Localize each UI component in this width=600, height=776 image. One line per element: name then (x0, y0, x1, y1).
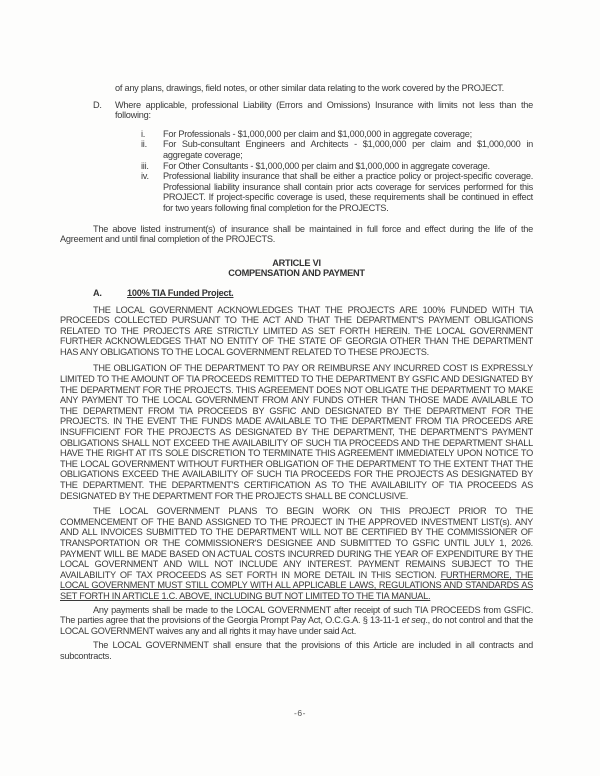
page-number: -6- (294, 708, 306, 718)
insurance-limits-list (60, 129, 533, 214)
payment-schedule-text: THE LOCAL GOVERNMENT PLANS TO BEGIN WORK ON THIS PROJECT PRIOR TO THE COMMENCEMENT OF THE BAND ASSIGNED TO THE PROJECT IN THE APPROVED INVESTMENT LIST(s). ANY AND ALL INVOICES SUBMITTED TO THE DEPARTMENT WILL NOT BE CERTIFIED BY THE COMMISSIONER OF TRANSPORTATION OR THE COMMISSIONER'S DESIGNEE AND SUBMITTED TO GSFIC UNTIL JULY 1, 2026. PAYMENT WILL BE MADE BASED ON ACTUAL COSTS INCURRED DURING THE YEAR OF EXPENDITURE BY THE LOCAL GOVERNMENT AND WILL NOT INCLUDE ANY INTEREST. PAYMENT REMAINS SUBJECT TO THE AVAILABILITY OF TAX PROCEEDS AS SET FORTH IN MORE DETAIL IN THIS SECTION. (60, 506, 533, 580)
page-content (60, 83, 533, 662)
list-item-d (60, 100, 533, 121)
payment-schedule-paragraph (60, 506, 533, 601)
list-item-marker: ii. (141, 139, 147, 150)
tia-funding-paragraph: THE LOCAL GOVERNMENT ACKNOWLEDGES THAT THE PROJECTS ARE 100% FUNDED WITH TIA PROCEEDS COLLECTED PURSUANT TO THE ACT AND THAT THE DEPARTMENT'S PAYMENT OBLIGATIONS RELATED TO THE PROJECTS ARE STRICTLY LIMITED AS SET FORTH HEREIN. THE LOCAL GOVERNMENT FURTHER ACKNOWLEDGES THAT NO ENTITY OF THE STATE OF GEORGIA OTHER THAN THE DEPARTMENT HAS ANY OBLIGATIONS TO THE LOCAL GOVERNMENT RELATED TO THESE PROJECTS. (60, 304, 533, 357)
list-item (60, 161, 533, 172)
list-item-marker: iv. (141, 171, 149, 182)
section-a-title: 100% TIA Funded Project. (127, 287, 234, 298)
continuation-paragraph: of any plans, drawings, field notes, or other similar data relating to the work covered by the PROJECT. (115, 83, 504, 93)
section-a-heading (60, 288, 533, 299)
compliance-underlined-text: FURTHERMORE, THE LOCAL GOVERNMENT MUST STILL COMPLY WITH ALL APPLICABLE LAWS, REGULATIONS AND STANDARDS AS SET FORTH IN ARTICLE 1.C. ABOVE, INCLUDING BUT NOT LIMITED TO THE TIA MANUAL. (60, 569, 533, 601)
list-item-marker: iii. (141, 160, 149, 171)
list-item-d-text: Where applicable, professional Liability (Errors and Omissions) Insurance with limits not less than the following: (115, 99, 533, 121)
list-item-marker: i. (141, 128, 146, 139)
insurance-maintenance-paragraph: The above listed instrument(s) of insurance shall be maintained in full force and effect during the life of the Agreement and until final completion of the PROJECTS. (60, 223, 533, 245)
list-item-text: Professional liability insurance that shall be either a practice policy or project-specific coverage. Professional liability insurance shall contain prior acts coverage for services performed for this PROJECT. If project-specific coverage is used, these requirements shall be continued in effect for two years following final completion for the PROJECTS. (163, 171, 533, 213)
prompt-pay-text-end: ., do not control and that the LOCAL GOVERNMENT waives any and all rights it may have under said Act. (60, 615, 533, 636)
subcontracts-paragraph: The LOCAL GOVERNMENT shall ensure that the provisions of this Article are included in all contracts and subcontracts. (60, 640, 533, 661)
list-item-text: For Professionals - $1,000,000 per claim and $1,000,000 in aggregate coverage; (163, 128, 472, 139)
section-a-label: A. (93, 287, 102, 298)
article-title: COMPENSATION AND PAYMENT (228, 268, 365, 279)
article-heading (60, 258, 533, 279)
prompt-pay-paragraph (60, 605, 533, 637)
list-item (60, 139, 533, 160)
article-number: ARTICLE VI (272, 257, 321, 268)
et-seq-citation: et seq (401, 615, 426, 626)
list-item-text: For Other Consultants - $1,000,000 per claim and $1,000,000 in aggregate coverage. (163, 160, 490, 171)
prompt-pay-text-start: Any payments shall be made to the LOCAL GOVERNMENT after receipt of such TIA PROCEEDS from GSFIC. The parties agree that the provisions of the Georgia Prompt Pay Act, O.C.G.A. § 13-11-1 (60, 604, 533, 626)
list-item (60, 129, 533, 140)
list-item-text: For Sub-consultant Engineers and Architects - $1,000,000 per claim and $1,000,000 in aggregate coverage; (163, 139, 533, 160)
list-item-d-label: D. (93, 99, 102, 110)
department-obligation-paragraph: THE OBLIGATION OF THE DEPARTMENT TO PAY OR REIMBURSE ANY INCURRED COST IS EXPRESSLY LIMITED TO THE AMOUNT OF TIA PROCEEDS REMITTED TO THE DEPARTMENT BY GSFIC AND DESIGNATED BY THE DEPARTMENT FOR THE PROJECTS. THIS AGREEMENT DOES NOT OBLIGATE THE DEPARTMENT TO MAKE ANY PAYMENT TO THE LOCAL GOVERNMENT FROM ANY FUNDS OTHER THAN THOSE MADE AVAILABLE TO THE DEPARTMENT FROM TIA PROCEEDS BY GSFIC AND DESIGNATED BY THE DEPARTMENT FOR THE PROJECTS. IN THE EVENT THE FUNDS MADE AVAILABLE TO THE DEPARTMENT FROM TIA PROCEEDS ARE INSUFFICIENT FOR THE PROJECTS AS DESIGNATED BY THE DEPARTMENT, THE DEPARTMENT'S PAYMENT OBLIGATIONS SHALL NOT EXCEED THE AVAILABILITY OF SUCH TIA PROCEEDS AND THE DEPARTMENT SHALL HAVE THE RIGHT AT ITS SOLE DISCRETION TO TERMINATE THIS AGREEMENT IMMEDIATELY UPON NOTICE TO THE LOCAL GOVERNMENT WITHOUT FURTHER OBLIGATION OF THE DEPARTMENT TO THE EXTENT THAT THE OBLIGATIONS EXCEED THE AVAILABILITY OF SUCH TIA PROCEEDS FOR THE PROJECTS AS DESIGNATED BY THE DEPARTMENT. THE DEPARTMENT'S CERTIFICATION AS TO THE AVAILABILITY OF TIA PROCEEDS AS DESIGNATED BY THE DEPARTMENT FOR THE PROJECTS SHALL BE CONCLUSIVE. (60, 363, 533, 501)
list-item (60, 171, 533, 213)
